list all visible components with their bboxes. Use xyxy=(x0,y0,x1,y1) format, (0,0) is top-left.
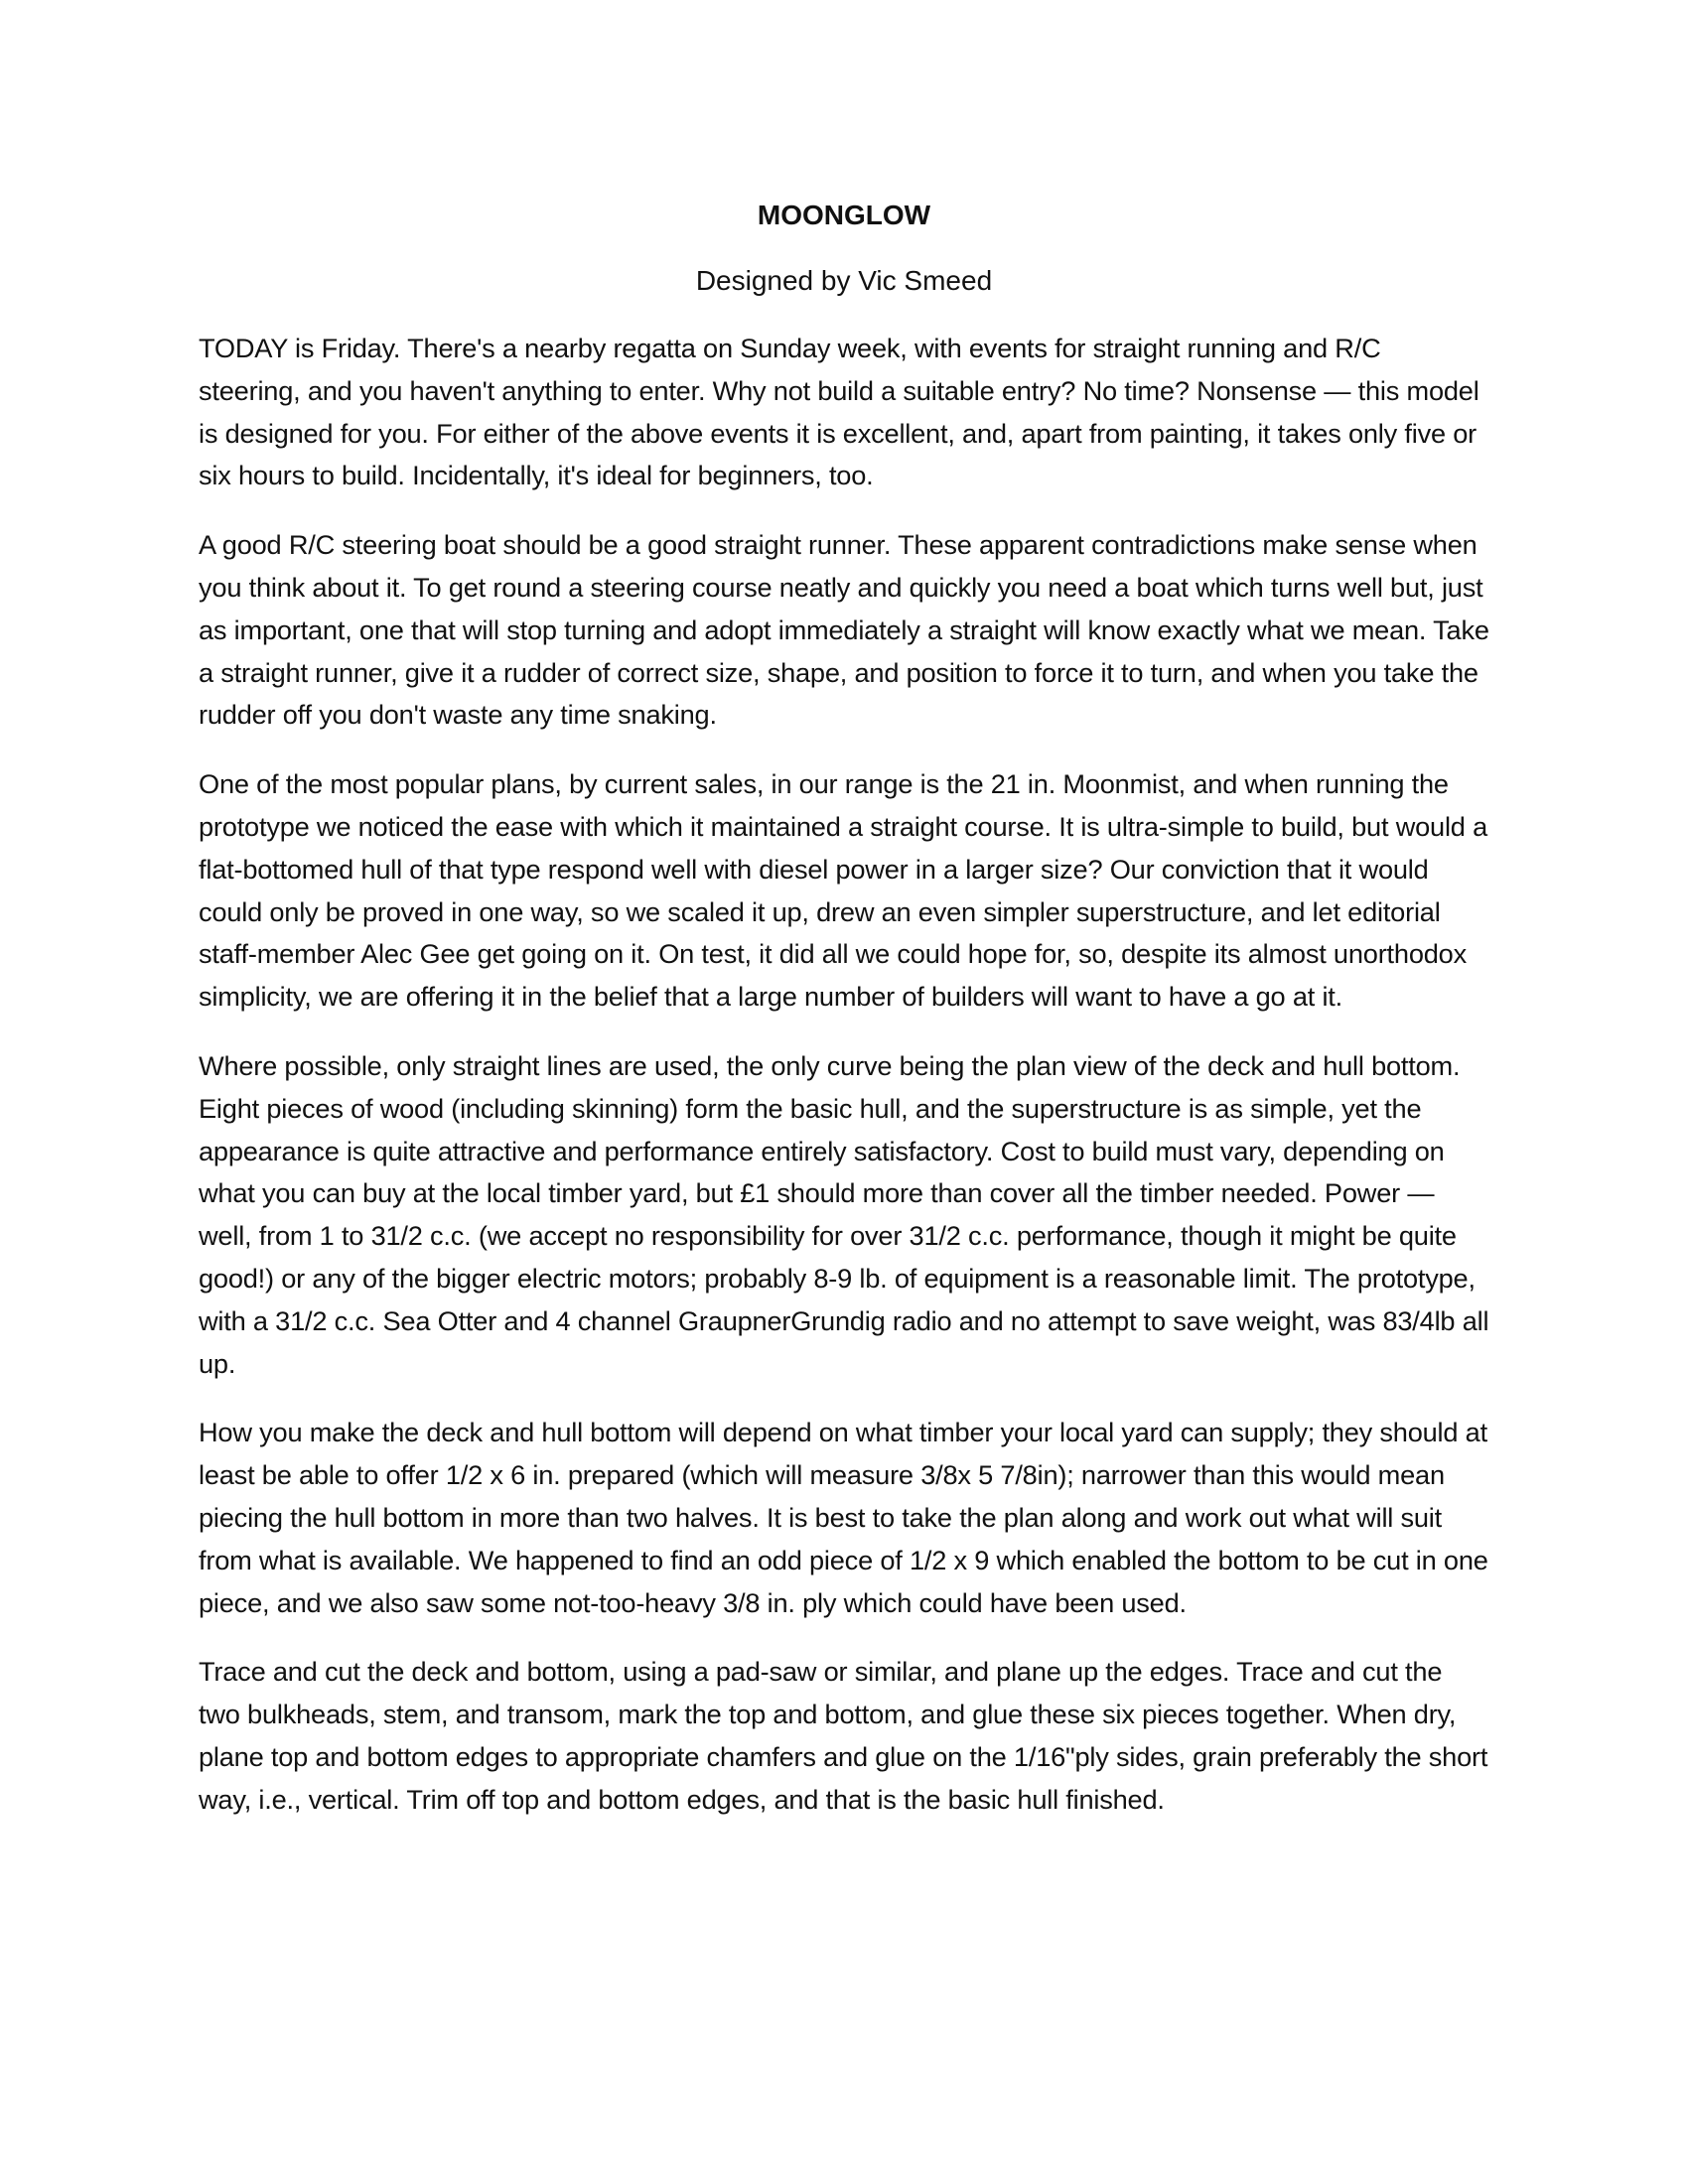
article-byline: Designed by Vic Smeed xyxy=(695,265,993,296)
paragraph-4: Where possible, only straight lines are used, the only curve being the plan view of the deck and hull bottom. Eight pieces of wood (including skinning) form the basic hull, and the superstructure is as simple, yet the appearance is quite attractive and performance entirely satisfactory. Cost to build must vary, depending on what you can buy at the local timber yard, but £1 should more than cover all the timber needed. Power — well, from 1 to 31/2 c.c. (we accept no responsibility for over 31/2 c.c. performance, though it might be quite good!) or any of the bigger electric motors; probably 8-9 lb. of equipment is a reasonable limit. The prototype, with a 31/2 c.c. Sea Otter and 4 channel GraupnerGrundig radio and no attempt to save weight, was 83/4lb all up. xyxy=(199,1049,1489,1379)
article-title: MOONGLOW xyxy=(757,200,931,230)
paragraph-1: TODAY is Friday. There's a nearby regatta on Sunday week, with events for straight running and R/C steering, and you haven't anything to enter. Why not build a suitable entry? No time? Nonsense — this model is designed for you. For either of the above events it is excellent, and, apart from painting, it takes only five or six hours to build. Incidentally, it's ideal for beginners, too. xyxy=(199,333,1479,491)
paragraph-3: One of the most popular plans, by current sales, in our range is the 21 in. Moonmist, and when running the prototype we noticed the ease with which it maintained a straight course. It is ultra-simple to build, but would a flat-bottomed hull of that type respond well with diesel power in a larger size? Our conviction that it would could only be proved in one way, so we scaled it up, drew an even simpler superstructure, and let editorial staff-member Alec Gee get going on it. On test, it did all we could hope for, so, despite its almost unorthodox simplicity, we are offering it in the belief that a large number of builders will want to have a go at it. xyxy=(199,768,1487,1013)
paragraph-2: A good R/C steering boat should be a good straight runner. These apparent contradictions make sense when you think about it. To get round a steering course neatly and quickly you need a boat which turns well but, just as important, one that will stop turning and adopt immediately a straight will know exactly what we mean. Take a straight runner, give it a rudder of correct size, shape, and position to force it to turn, and when you take the rudder off you don't waste any time snaking. xyxy=(199,529,1489,731)
paragraph-5: How you make the deck and hull bottom will depend on what timber your local yard can supply; they should at least be able to offer 1/2 x 6 in. prepared (which will measure 3/8x 5 7/8in); narrower than this would mean piecing the hull bottom in more than two halves. It is best to take the plan along and work out what will suit from what is available. We happened to find an odd piece of 1/2 x 9 which enabled the bottom to be cut in one piece, and we also saw some not-too-heavy 3/8 in. ply which could have been used. xyxy=(199,1417,1488,1618)
article-body xyxy=(199,195,1489,1848)
paragraph-6: Trace and cut the deck and bottom, using a pad-saw or similar, and plane up the edges. Trace and cut the two bulkheads, stem, and transom, mark the top and bottom, and glue these six pieces together. When dry, plane top and bottom edges to appropriate chamfers and glue on the 1/16"ply sides, grain preferably the short way, i.e., vertical. Trim off top and bottom edges, and that is the basic hull finished. xyxy=(199,1656,1488,1815)
